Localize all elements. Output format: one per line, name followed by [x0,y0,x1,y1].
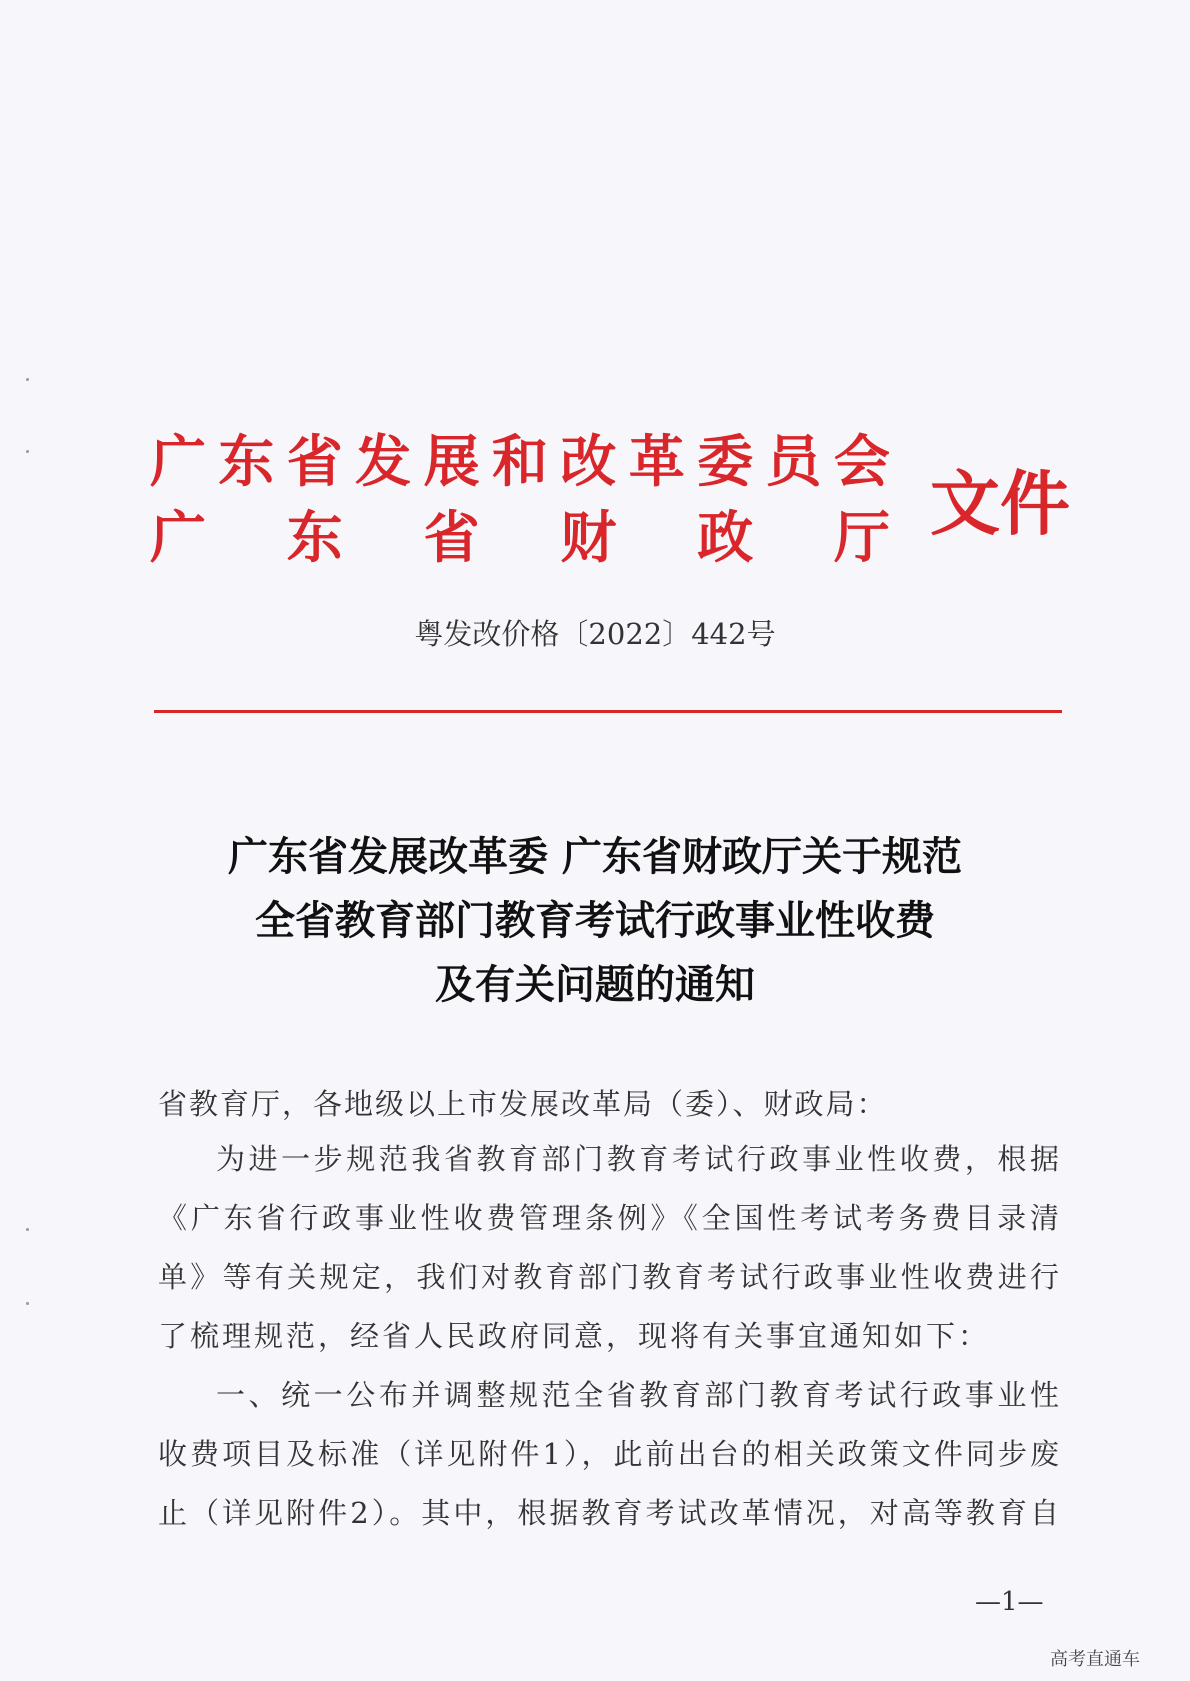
body-line: 止（详见附件2）。其中，根据教育考试改革情况，对高等教育自 [158,1496,1062,1530]
issuer-char: 东 [286,505,343,571]
issuer-char: 员 [765,429,822,495]
issuer-char: 会 [833,429,890,495]
issuer-char: 委 [697,429,754,495]
binding-hole [26,450,29,453]
body-paragraph-1 [158,1130,1062,1366]
issuer-char: 改 [560,429,617,495]
issuer-char: 省 [286,429,343,495]
issuer-char: 展 [423,429,480,495]
red-divider [154,710,1062,713]
issuer-char: 和 [491,429,548,495]
issuer-char: 革 [628,429,685,495]
body-line: 为进一步规范我省教育部门教育考试行政事业性收费，根据 [216,1142,1062,1176]
issuer-char: 东 [218,429,275,495]
salutation: 省教育厅，各地级以上市发展改革局（委）、财政局： [158,1087,888,1121]
body-line: 《广东省行政事业性收费管理条例》《全国性考试考务费目录清 [158,1201,1062,1235]
issuer-char: 财 [560,505,617,571]
title-line: 广东省发展改革委 广东省财政厅关于规范 [228,833,962,880]
body-line: 一、统一公布并调整规范全省教育部门教育考试行政事业性 [216,1378,1062,1412]
issuer-char: 厅 [833,505,890,571]
title-line: 及有关问题的通知 [435,961,755,1008]
issuer-line-finance [150,506,890,570]
issuer-char: 发 [355,429,412,495]
document-word: 文件 [930,462,1070,545]
document-title [0,825,1190,1017]
issuer-char: 省 [423,505,480,571]
binding-hole [26,1228,29,1231]
issuer-char: 政 [697,505,754,571]
binding-hole [26,1302,29,1305]
document-number: 粤发改价格〔2022〕442号 [414,617,776,651]
page-number: —1— [975,1587,1044,1617]
binding-hole [26,378,29,381]
body-line: 收费项目及标准（详见附件1），此前出台的相关政策文件同步废 [158,1437,1062,1471]
issuer-char: 广 [150,429,206,495]
title-line: 全省教育部门教育考试行政事业性收费 [255,897,935,944]
body-line: 单》等有关规定，我们对教育部门教育考试行政事业性收费进行 [158,1260,1062,1294]
issuer-header [150,430,1080,580]
body-paragraph-2 [158,1366,1062,1543]
issuer-line-ndrc [150,430,890,494]
watermark: 高考直通车 [1050,1649,1140,1670]
body-line: 了梳理规范，经省人民政府同意，现将有关事宜通知如下： [158,1319,991,1353]
issuer-char: 广 [150,505,206,571]
